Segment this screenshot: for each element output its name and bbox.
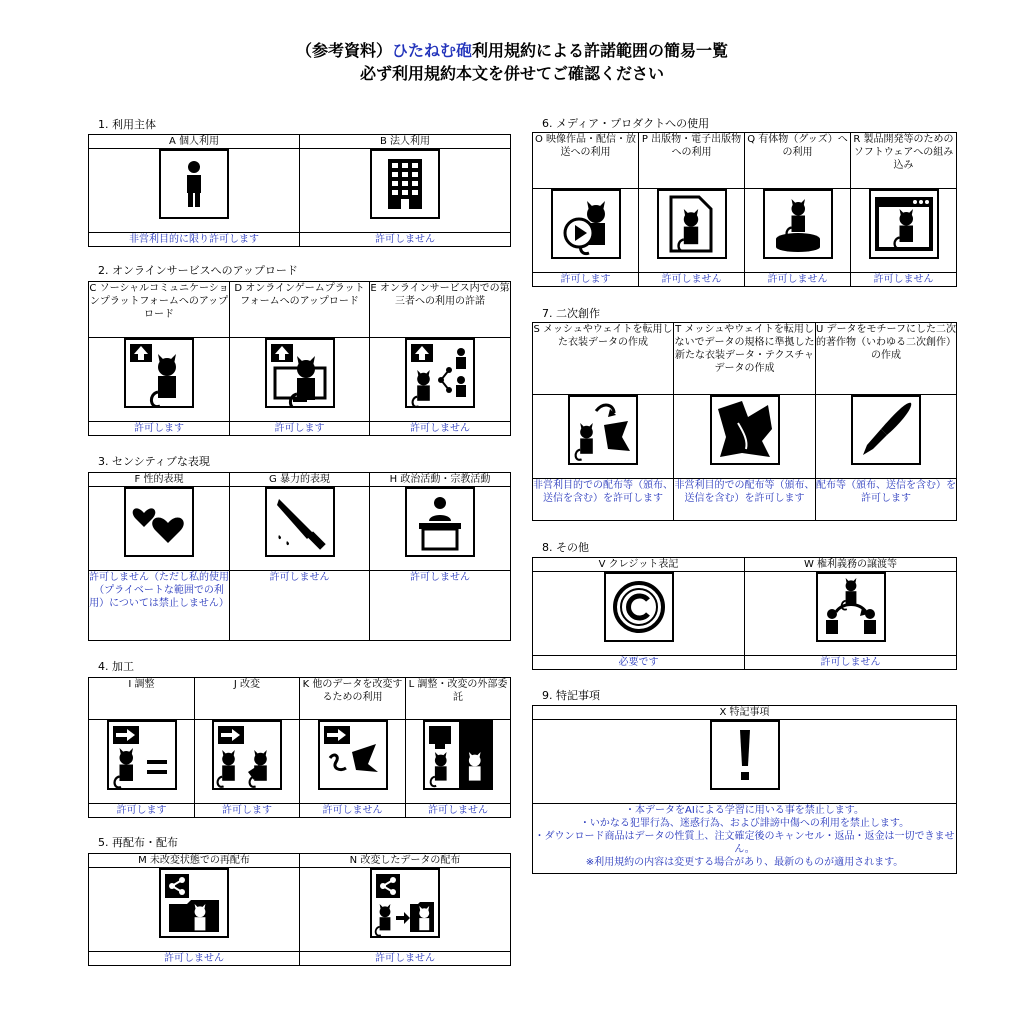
item-label-a: A 個人利用 bbox=[89, 135, 300, 149]
item-label-c: C ソーシャルコミュニケーションプラットフォームへのアップロード bbox=[89, 282, 230, 338]
title-prefix: （参考資料） bbox=[295, 41, 392, 60]
share-folder-icon bbox=[159, 868, 229, 938]
publication-icon bbox=[657, 189, 727, 259]
other-data-modify-icon bbox=[318, 720, 388, 790]
section-3-table bbox=[88, 472, 511, 641]
exclamation-icon bbox=[710, 720, 780, 790]
item-status-g: 許可しません bbox=[230, 571, 370, 641]
item-icon-cell-u bbox=[816, 395, 957, 479]
knife-icon bbox=[265, 487, 335, 557]
item-label-w: W 権利義務の譲渡等 bbox=[745, 558, 957, 572]
section-8-table bbox=[532, 557, 957, 670]
item-status-a: 非営利目的に限り許可します bbox=[89, 233, 300, 247]
page-title bbox=[0, 40, 1024, 62]
upload-cat-icon bbox=[124, 338, 194, 408]
item-status-f: 許可しません（ただし私的使用（プライベートな範囲での利用）については禁止しません） bbox=[89, 571, 230, 641]
item-icon-cell-r bbox=[851, 189, 957, 273]
item-status-o: 許可します bbox=[533, 273, 639, 287]
note-item: ・本データをAIによる学習に用いる事を禁止します。 bbox=[625, 805, 864, 816]
pen-nib-icon bbox=[851, 395, 921, 465]
outsourcing-icon bbox=[423, 720, 493, 790]
item-icon-cell-k bbox=[300, 720, 406, 804]
modify-icon bbox=[212, 720, 282, 790]
building-icon bbox=[370, 149, 440, 219]
video-play-icon bbox=[551, 189, 621, 259]
item-status-l: 許可しません bbox=[406, 804, 511, 818]
item-icon-cell-x bbox=[533, 720, 957, 804]
item-icon-cell-l bbox=[406, 720, 511, 804]
copyright-icon bbox=[604, 572, 674, 642]
item-label-p: P 出版物・電子出版物への利用 bbox=[639, 133, 745, 189]
item-status-s: 非営利目的での配布等（頒布、送信を含む）を許可します bbox=[533, 479, 674, 521]
person-icon bbox=[159, 149, 229, 219]
item-icon-cell-a bbox=[89, 149, 300, 233]
software-window-icon bbox=[869, 189, 939, 259]
item-icon-cell-h bbox=[370, 487, 511, 571]
item-status-j: 許可します bbox=[195, 804, 300, 818]
figure-goods-icon bbox=[763, 189, 833, 259]
item-status-q: 許可しません bbox=[745, 273, 851, 287]
section-title-1: 1. 利用主体 bbox=[98, 118, 156, 131]
item-label-v: V クレジット表記 bbox=[533, 558, 745, 572]
share-third-party-icon bbox=[405, 338, 475, 408]
section-title-9: 9. 特記事項 bbox=[542, 689, 600, 702]
item-status-b: 許可しません bbox=[300, 233, 511, 247]
item-status-i: 許可します bbox=[89, 804, 195, 818]
item-status-n: 許可しません bbox=[300, 952, 511, 966]
section-1-table bbox=[88, 134, 511, 247]
item-label-e: E オンラインサービス内での第三者への利用の許諾 bbox=[370, 282, 511, 338]
item-icon-cell-m bbox=[89, 868, 300, 952]
item-label-s: S メッシュやウェイトを転用した衣装データの作成 bbox=[533, 323, 674, 395]
item-icon-cell-n bbox=[300, 868, 511, 952]
item-label-m: M 未改変状態での再配布 bbox=[89, 854, 300, 868]
item-status-r: 許可しません bbox=[851, 273, 957, 287]
item-label-x: X 特記事項 bbox=[533, 706, 957, 720]
item-icon-cell-f bbox=[89, 487, 230, 571]
item-icon-cell-j bbox=[195, 720, 300, 804]
special-notes bbox=[533, 804, 957, 874]
item-icon-cell-s bbox=[533, 395, 674, 479]
note-item: ・いかなる犯罪行為、迷惑行為、および誹謗中傷への利用を禁止します。 bbox=[579, 818, 910, 829]
section-title-2: 2. オンラインサービスへのアップロード bbox=[98, 264, 298, 277]
item-status-v: 必要です bbox=[533, 656, 745, 670]
section-title-8: 8. その他 bbox=[542, 541, 589, 554]
section-7-table bbox=[532, 322, 957, 521]
item-label-o: O 映像作品・配信・放送への利用 bbox=[533, 133, 639, 189]
item-icon-cell-q bbox=[745, 189, 851, 273]
item-label-u: U データをモチーフにした二次的著作物（いわゆる二次創作）の作成 bbox=[816, 323, 957, 395]
costume-cat-icon bbox=[568, 395, 638, 465]
item-label-n: N 改変したデータの配布 bbox=[300, 854, 511, 868]
item-label-h: H 政治活動・宗教活動 bbox=[370, 473, 511, 487]
item-status-h: 許可しません bbox=[370, 571, 511, 641]
item-label-g: G 暴力的表現 bbox=[230, 473, 370, 487]
hearts-icon bbox=[124, 487, 194, 557]
item-label-i: I 調整 bbox=[89, 678, 195, 720]
item-label-b: B 法人利用 bbox=[300, 135, 511, 149]
section-title-4: 4. 加工 bbox=[98, 660, 134, 673]
item-icon-cell-g bbox=[230, 487, 370, 571]
product-name: ひたねむ砲 bbox=[391, 41, 472, 60]
item-status-u: 配布等（頒布、送信を含む）を許可します bbox=[816, 479, 957, 521]
item-status-k: 許可しません bbox=[300, 804, 406, 818]
item-status-d: 許可します bbox=[230, 422, 370, 436]
page-subtitle: 必ず利用規約本文を併せてご確認ください bbox=[359, 64, 664, 83]
item-status-p: 許可しません bbox=[639, 273, 745, 287]
section-6-table bbox=[532, 132, 957, 287]
section-2-table bbox=[88, 281, 511, 436]
item-status-c: 許可します bbox=[89, 422, 230, 436]
item-icon-cell-w bbox=[745, 572, 957, 656]
item-label-d: D オンラインゲームプラットフォームへのアップロード bbox=[230, 282, 370, 338]
item-status-t: 非営利目的での配布等（頒布、送信を含む）を許可します bbox=[674, 479, 816, 521]
item-icon-cell-d bbox=[230, 338, 370, 422]
rights-transfer-icon bbox=[816, 572, 886, 642]
item-label-l: L 調整・改変の外部委託 bbox=[406, 678, 511, 720]
title-suffix: 利用規約による許諾範囲の簡易一覧 bbox=[472, 41, 729, 60]
item-label-j: J 改変 bbox=[195, 678, 300, 720]
item-icon-cell-b bbox=[300, 149, 511, 233]
section-title-6: 6. メディア・プロダクトへの使用 bbox=[542, 117, 710, 130]
item-icon-cell-c bbox=[89, 338, 230, 422]
note-item: ※利用規約の内容は変更する場合があり、最新のものが適用されます。 bbox=[585, 857, 904, 868]
share-modified-icon bbox=[370, 868, 440, 938]
item-label-q: Q 有体物（グッズ）への利用 bbox=[745, 133, 851, 189]
section-9-table bbox=[532, 705, 957, 874]
item-icon-cell-o bbox=[533, 189, 639, 273]
item-icon-cell-e bbox=[370, 338, 511, 422]
item-icon-cell-v bbox=[533, 572, 745, 656]
item-label-t: T メッシュやウェイトを転用しないでデータの規格に準拠した新たな衣装データ・テクスチャデータの作成 bbox=[674, 323, 816, 395]
item-status-w: 許可しません bbox=[745, 656, 957, 670]
adjust-icon bbox=[107, 720, 177, 790]
costume-icon bbox=[710, 395, 780, 465]
item-label-f: F 性的表現 bbox=[89, 473, 230, 487]
upload-monitor-cat-icon bbox=[265, 338, 335, 408]
section-title-5: 5. 再配布・配布 bbox=[98, 836, 178, 849]
item-icon-cell-i bbox=[89, 720, 195, 804]
item-icon-cell-t bbox=[674, 395, 816, 479]
section-4-table bbox=[88, 677, 511, 818]
item-label-k: K 他のデータを改変するための利用 bbox=[300, 678, 406, 720]
podium-icon bbox=[405, 487, 475, 557]
item-icon-cell-p bbox=[639, 189, 745, 273]
item-status-m: 許可しません bbox=[89, 952, 300, 966]
item-label-r: R 製品開発等のためのソフトウェアへの組み込み bbox=[851, 133, 957, 189]
note-item: ・ダウンロード商品はデータの性質上、注文確定後のキャンセル・返品・返金は一切できません。 bbox=[534, 831, 955, 855]
section-title-3: 3. センシティブな表現 bbox=[98, 455, 210, 468]
section-title-7: 7. 二次創作 bbox=[542, 307, 600, 320]
item-status-e: 許可しません bbox=[370, 422, 511, 436]
section-5-table bbox=[88, 853, 511, 966]
